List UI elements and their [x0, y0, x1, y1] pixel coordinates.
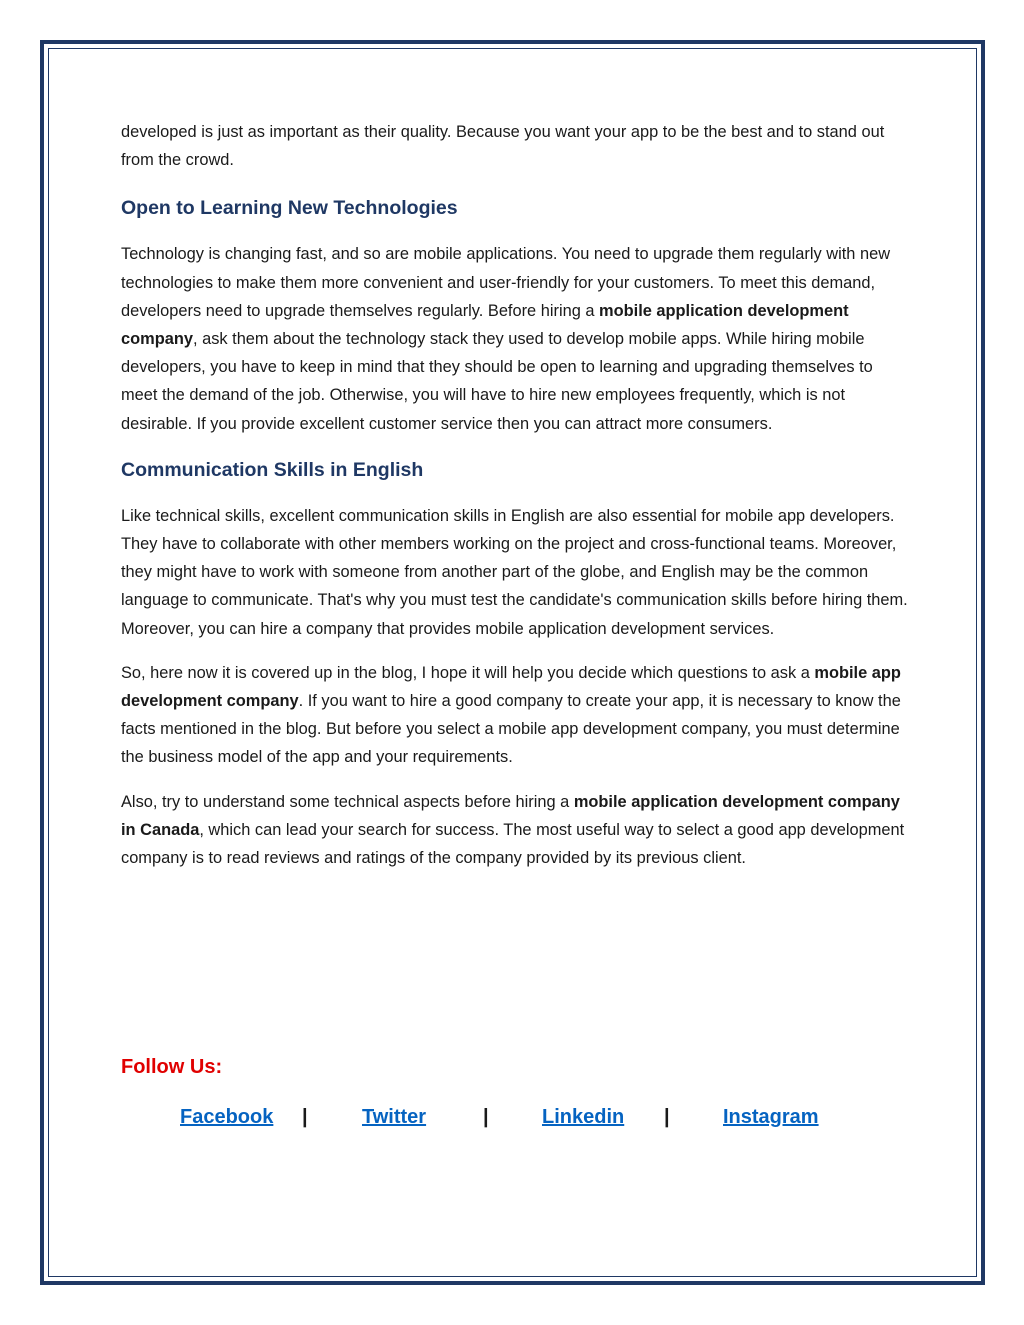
comm-paragraph-3-text-2: , which can lead your search for success. The most useful way to select a good app development company is to read reviews and ratings of the company provided by its previous client. [121, 820, 905, 868]
separator: | [664, 1106, 670, 1128]
comm-paragraph-2-bold: mobile app development company [121, 663, 901, 711]
comm-paragraph-1: Like technical skills, excellent communication skills in English are also essential for mobile app developers. They have to collaborate with other members working on the project and cross-functional teams. Moreover, they might have to work with someone from another part of the globe, and English may be the common language to communicate. That's why you must test the candidate's communication skills before hiring them. Moreover, you can hire a company that provides mobile application development services. [121, 506, 908, 638]
comm-paragraph-2-text-1: So, here now it is covered up in the blog, I hope it will help you decide which questions to ask a [121, 663, 815, 682]
twitter-link[interactable]: Twitter [362, 1106, 427, 1128]
tech-paragraph [121, 240, 911, 437]
separator: | [302, 1106, 308, 1128]
separator: | [483, 1106, 489, 1128]
tech-paragraph-text-1: Technology is changing fast, and so are mobile applications. You need to upgrade them regularly with new technologies to make them more convenient and user-friendly for your customers. To meet this demand, developers need to upgrade themselves regularly. Before hiring a [121, 245, 891, 320]
tech-paragraph-text-2: , ask them about the technology stack they used to develop mobile apps. While hiring mobile developers, you have to keep in mind that they should be open to learning and upgrading themselves to meet the demand of the job. Otherwise, you will have to hire new employees frequently, which is not desirable. If you provide excellent customer service then you can attract more consumers. [121, 330, 873, 433]
follow-us-title: Follow Us: [121, 1056, 223, 1078]
heading-communication-skills: Communication Skills in English [121, 458, 424, 481]
comm-paragraph-3-bold: mobile application development company in Canada [121, 792, 900, 839]
comm-paragraph-3 [121, 788, 911, 873]
heading-open-to-learning: Open to Learning New Technologies [121, 197, 458, 220]
social-links-row [0, 1103, 1024, 1133]
intro-paragraph: developed is just as important as their quality. Because you want your app to be the best and to stand out from the crowd. [121, 123, 885, 170]
comm-paragraph-2-text-2: . If you want to hire a good company to create your app, it is necessary to know the facts mentioned in the blog. But before you select a mobile app development company, you must determine the business model of the app and your requirements. [121, 692, 901, 767]
tech-paragraph-bold: mobile application development company [121, 301, 849, 349]
comm-paragraph-2 [121, 659, 911, 772]
linkedin-link[interactable]: Linkedin [542, 1106, 625, 1128]
facebook-link[interactable]: Facebook [180, 1106, 274, 1128]
comm-paragraph-3-text-1: Also, try to understand some technical aspects before hiring a [121, 792, 574, 811]
document-body [121, 118, 911, 872]
instagram-link[interactable]: Instagram [723, 1106, 819, 1128]
